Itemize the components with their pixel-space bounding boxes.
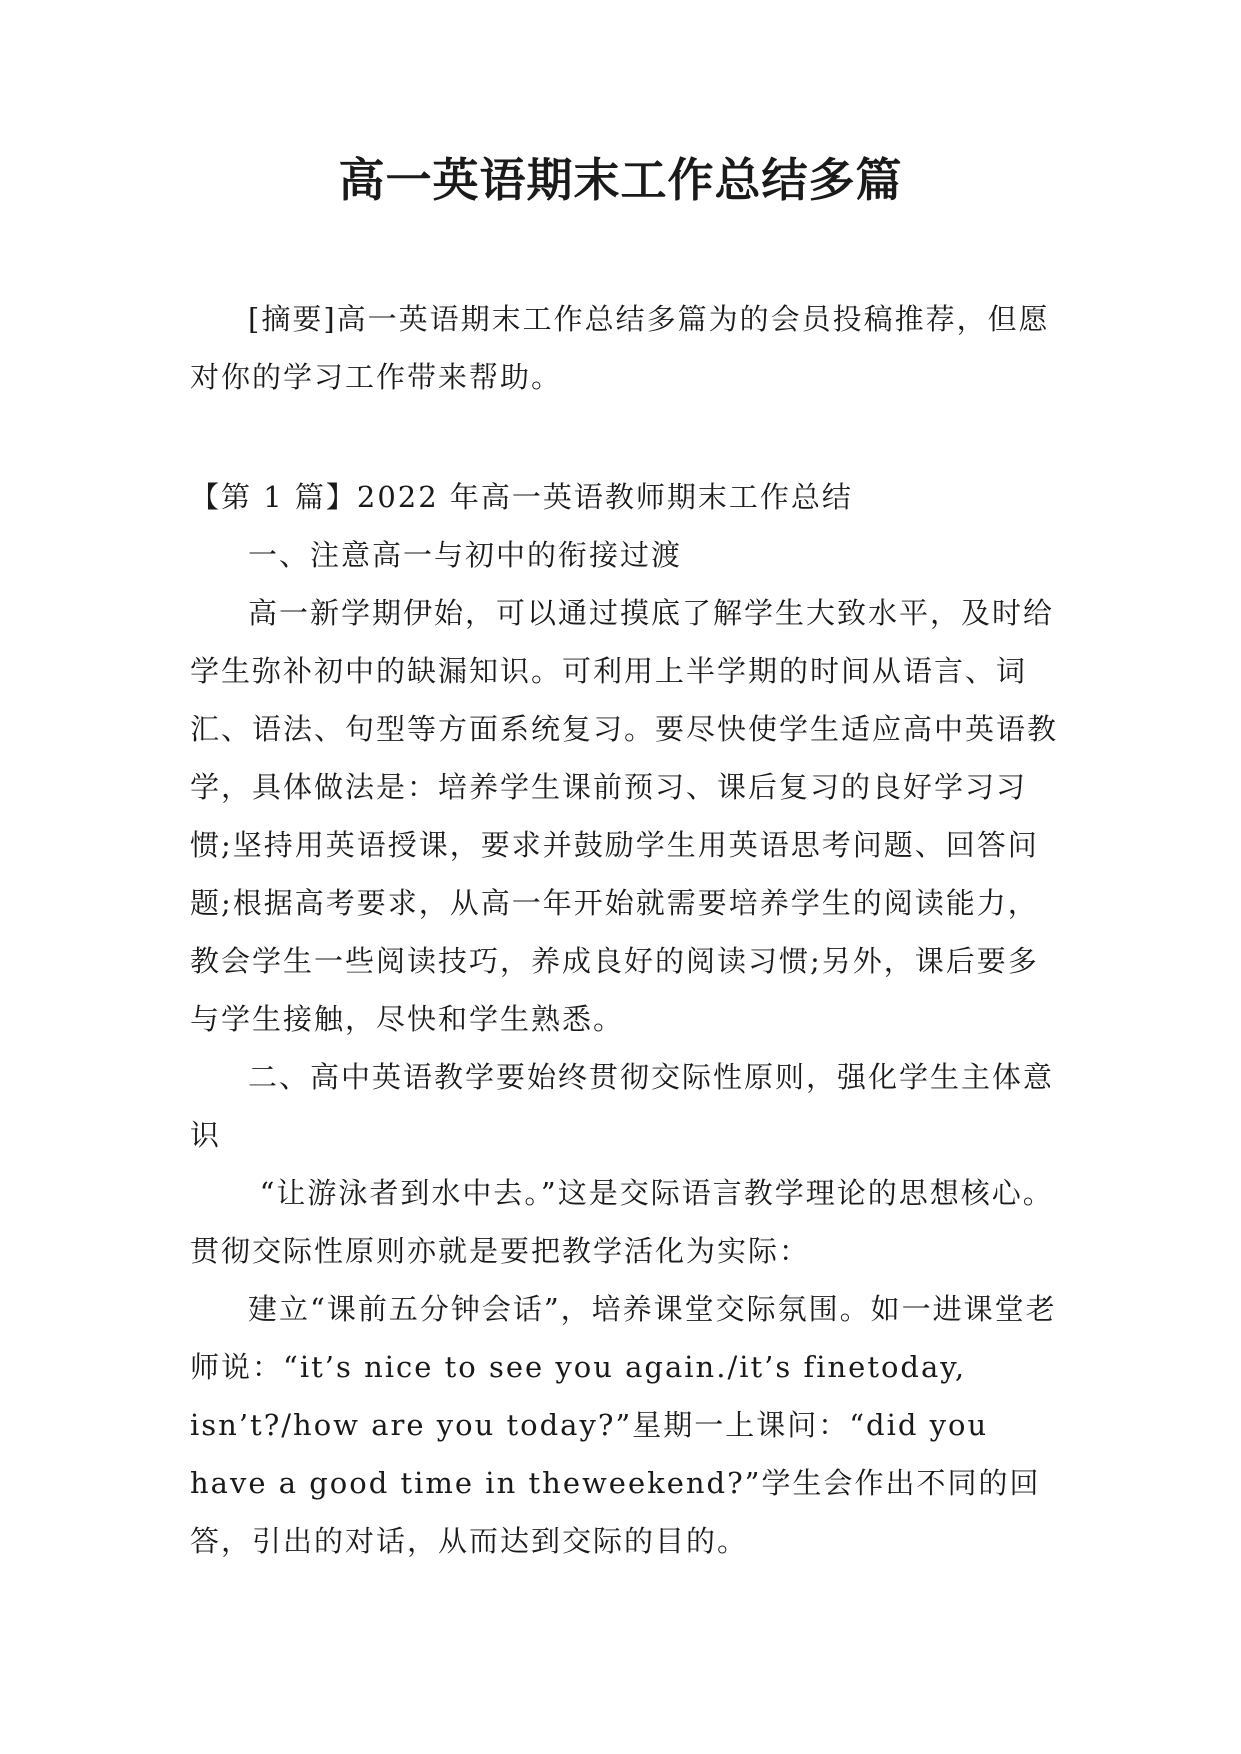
document-body xyxy=(190,290,1060,1570)
paragraph-5: 建立“课前五分钟会话”，培养课堂交际氛围。如一进课堂老师说：“it’s nice to see you again./it’s finetoday, isn’t?/how are you today?”星期一上课问：“did you have a good time in theweekend?”学生会作出不同的回答，引出的对话，从而达到交际的目的。 xyxy=(190,1292,1057,1558)
section-heading: 【第 1 篇】2022 年高一英语教师期末工作总结 xyxy=(190,480,853,514)
paragraph-2: 高一新学期伊始，可以通过摸底了解学生大致水平，及时给学生弥补初中的缺漏知识。可利用上半学期的时间从语言、词汇、语法、句型等方面系统复习。要尽快使学生适应高中英语教学，具体做法是：培养学生课前预习、课后复习的良好学习习惯;坚持用英语授课，要求并鼓励学生用英语思考问题、回答问题;根据高考要求，从高一年开始就需要培养学生的阅读能力，教会学生一些阅读技巧，养成良好的阅读习惯;另外，课后要多与学生接触，尽快和学生熟悉。 xyxy=(190,596,1059,1036)
paragraph-3: 二、高中英语教学要始终贯彻交际性原则，强化学生主体意识 xyxy=(190,1060,1055,1152)
paragraph-1: 一、注意高一与初中的衔接过渡 xyxy=(248,538,683,572)
abstract-paragraph: [摘要]高一英语期末工作总结多篇为的会员投稿推荐，但愿对你的学习工作带来帮助。 xyxy=(190,302,1050,394)
paragraph-4: “让游泳者到水中去。”这是交际语言教学理论的思想核心。贯彻交际性原则亦就是要把教学活化为实际： xyxy=(190,1176,1054,1268)
document-title: 高一英语期末工作总结多篇 xyxy=(338,153,903,207)
